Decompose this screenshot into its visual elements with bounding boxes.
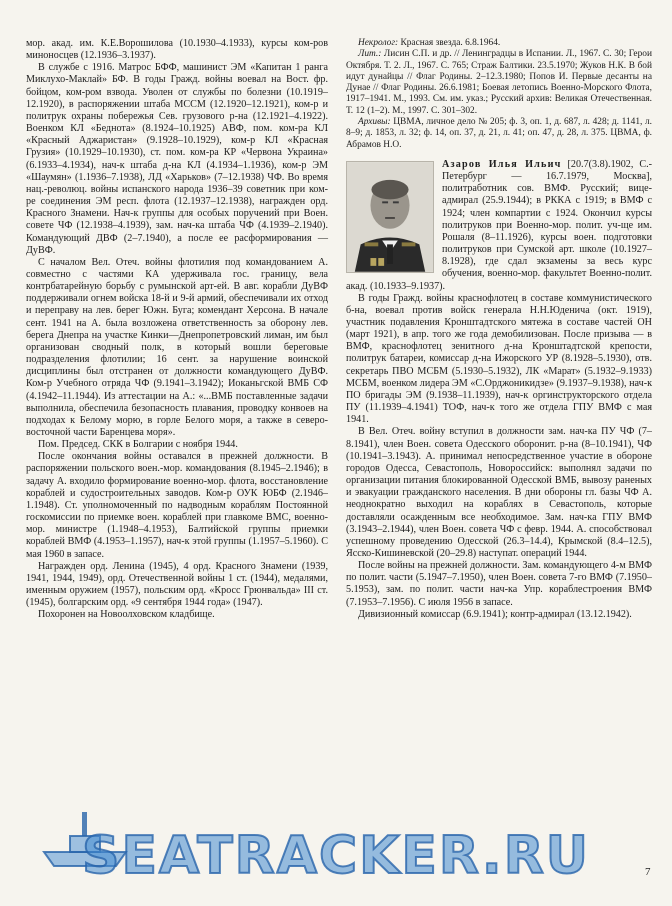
bio-paragraph: С началом Вел. Отеч. войны флотилия под командованием А. совместно с частями КА удерживала гос. границу, вела контрбатарейную борьбу с румынской арт-ей. В авг. корабли ДуВФ поддерживали огнем войска 18-й и 9-й армий, обеспечивали их отход и переправу на лев. берег Южн. Буга; комендант Херсона. В начале сент. 1941 на А. была возложена ответственность за оборону лев. берега Днепра на участке Кинки—Днепропетровский лиман, им был организован сводный полк, в который вошли береговые подразделения флотилии; 16 сент. за нарушение воинской дисциплины был отстранен от должности командующего ДуВФ. Ком-р Учебного отряда ЧФ (9.1941–3.1942); Иоканьгской ВМБ СФ (4.1942–11.1944). Из аттестации на А.: «...ВМБ поставленные задачи выполнила, обеспечила безопасность плавания, проводку конвоев на подходах к Белому морю, в горле Белого моря, а также в северо-восточной части Баренцева моря».: [26, 256, 328, 438]
literature-ref: [346, 49, 652, 117]
references-block: [346, 38, 652, 151]
archives-ref: [346, 117, 652, 151]
bio-dates: [20.7(3.8).1902, С.-Петербург — 16.7.1979, Москва], политработник сов. ВМФ. Русский; вице-адмирал (25.9.1944); в РККА с 1919; в ВМФ с 1924; член компартии с 1924. Окончил курсы политруков при Военно-мор. полит. уч-ще им. Рошаля (8–11.1926), курсы воен. подготовки политруков при Сумской арт. школе (10.1927–8.1928), где сдал экзамены за весь курс обучения, военно-мор. факультет Военно-полит. акад. (10.1933–9.1937).: [346, 158, 652, 292]
ref-label: Лит.:: [358, 49, 382, 60]
bio-paragraph: После окончания войны оставался в прежней должности. В распоряжении польского воен.-мор. командования (8.1945–2.1946); в задачу А. входило формирование военно-мор. флота, восстановление кораблей и судостроительных заводов. Ком-р ОУК ЮБФ (2.1946–1.1948). Ст. уполномоченный по надводным кораблям Постоянной госкомиссии по приемке воен. кораблей при главкоме ВМС, военно-мор. министре (1.1948–4.1953), Балтийской группы приемки кораблей ВМФ (4.1953–1.1957), нач-к этой группы (1.1957–5.1960). С мая 1960 в запасе.: [26, 451, 328, 560]
bio-paragraph: В службе с 1916. Матрос БФФ, машинист ЭМ «Капитан 1 ранга Миклухо-Маклай» БФ. В годы Гражд. войны воевал на Вост. фр. бойцом, ком-ром взвода. Уволен от службы по болезни (10.1919–12.1920), в распоряжении штаба МССМ (12.1920–12.1921), ком-р и политрук охраны побережья Сев. грузового р-на (12.1921–4.1922). Военком КЛ «Беднота» (8.1924–10.1925) АВФ, пом. ком-ра КЛ «Красный Аджаристан» (9.1928–10.1929), ком-р КЛ «Красная Грузия» (10.1929–10.1930), ст. пом. ком-ра КР «Червона Украина» (6.1933–4.1934), нач-к штаба д-на КЛ (4.1934–1.1936), ком-р ЭМ «Шаумян» (1.1936–7.1938), ЛД «Харьков» (7–12.1938) ЧФ. Во время нац.-революц. войны испанского народа 1936–39 советник при ком-ре соединения ЭМ респ. флота (12.1937–12.1938), награжден орд. Красного Знамени. Нач-к группы для особых поручений при Воен. совете ЧФ (12.1938–4.1939), зам. нач-ка штаба ЧФ (4.1939–2.1940). Командующий ДВФ (2–7.1940), а после ее расформирования — ДуВФ.: [26, 62, 328, 256]
bio-paragraph: Пом. Председ. СКК в Болгарии с ноября 1944.: [38, 439, 238, 451]
burial-paragraph: Похоронен на Новоолховском кладбище.: [38, 609, 215, 621]
obituary-ref: [346, 38, 652, 49]
ranks-paragraph: Дивизионный комиссар (6.9.1941); контр-адмирал (13.12.1942).: [358, 608, 632, 620]
ref-text: Красная звезда. 6.8.1964.: [398, 38, 501, 48]
bio-paragraph: мор. акад. им. К.Е.Ворошилова (10.1930–4.1933), курсы ком-ров миноносцев (12.1936–3.1937).: [26, 38, 328, 62]
site-watermark: SEATRACKER.RU: [82, 826, 590, 886]
left-column: [26, 38, 328, 622]
bio-paragraph: После войны на прежней должности. Зам. командующего 4-м ВМФ по полит. части (5.1947–7.1950), член Воен. совета 7-го ВМФ (7.1950–5.1953), зам. по полит. части нач-ка Упр. кораблестроения ВМФ (7.1953–7.1956). С июля 1956 в запасе.: [346, 560, 652, 608]
bio-paragraph: В Вел. Отеч. войну вступил в должности зам. нач-ка ПУ ЧФ (7–8.1941), член Воен. совета Одесского оборонит. р-на (8–10.1941), ЧФ (10.1941–3.1943). А. принимал непосредственное участие в обороне городов Одесса, Севастополь, Новороссийск: выполнял задачи по организации питания блокированной Одесской ВМБ, вывозу раненых и эвакуации гражданского населения. В дни обороны гл. базы ЧФ А. неоднократно выходил на кораблях в Севастополь, которые доставляли осажденным все необходимое. Зам. нач-ка ГПУ ВМФ (3.1943–2.1944), член Воен. совета ЧФ с февр. 1944. А. способствовал успешному проведению Одесской (26.3–14.4), Крымской (8.4–12.5), Ясско-Кишиневской (20–29.8) наступат. операций 1944.: [346, 426, 652, 559]
page-number: 7: [645, 866, 651, 878]
bio-paragraph: В годы Гражд. войны краснофлотец в составе коммунистического б-на, воевал против войск генерала Н.Н.Юденича (окт. 1919), участник подавления Кронштадтского мятежа в составе частей ОН (март 1921), в апр. того же года демобилизован. После призыва — в ВМФ, краснофлотец зенитного д-на Кронштадтской крепости, политрук батареи, комиссар д-на Ижорского УР (8.1928–5.1930), отв. секретарь ПВО МСБМ (5.1930–5.1932), ЛК «Марат» (5.1932–9.1933) МСБМ, военком лидера ЭМ «С.Орджоникидзе» (9.1937–9.1938), нач-к ПО бригады ЭМ (9.1938–11.1939), нач-к оргинструкторского отдела ПУ (11.1939–4.1941) ТОФ, нач-к того же отдела ГПУ ВМФ с мая 1941.: [346, 292, 652, 426]
ref-text: Лисин С.П. и др. // Ленинградцы в Испании. Л., 1967. С. 30; Герои Октября. Т. 2. Л., 1967. С. 765; Страж Балтики. 23.5.1970; Жуков Н.К. В бой идут дунайцы // Флаг Родины. 2–12.3.1980; Попов И. Первые десанты на Дунае // Флаг Родины. 26.6.1981; Боевая летопись Военно-Морского Флота, 1917–1941. М., 1993. См. им. указ.; Русский архив: Великая Отечественная. Т. 12 (1–2). М., 1997. С. 301–302.: [346, 49, 652, 116]
azarov-entry: [346, 159, 652, 621]
portrait-photo: [346, 161, 434, 273]
portrait-image: [347, 162, 433, 272]
awards-paragraph: Награжден орд. Ленина (1945), 4 орд. Красного Знамени (1939, 1941, 1944, 1949), орд. Отечественной войны 1 ст. (1944), медалями, именным оружием (1957), польским орд. «Кросс Грюнвальда» III ст. (1945), болгарским орд. «9 сентября 1944 года» (1947).: [26, 560, 328, 609]
ref-label: Некролог:: [358, 38, 399, 48]
ref-text: ЦВМА, личное дело № 205; ф. 3, оп. 1, д. 687, л. 428; д. 1141, л. 8–9; д. 1853, л. 32; ф. 14, оп. 37, д. 21, л. 41; оп. 47, д. 28, л. 375. ЦВМА, ф. Абрамов Н.О.: [346, 117, 652, 150]
ref-label: Архивы:: [358, 117, 391, 128]
person-name: Азаров Илья Ильич: [442, 158, 562, 170]
right-column: [346, 38, 652, 621]
